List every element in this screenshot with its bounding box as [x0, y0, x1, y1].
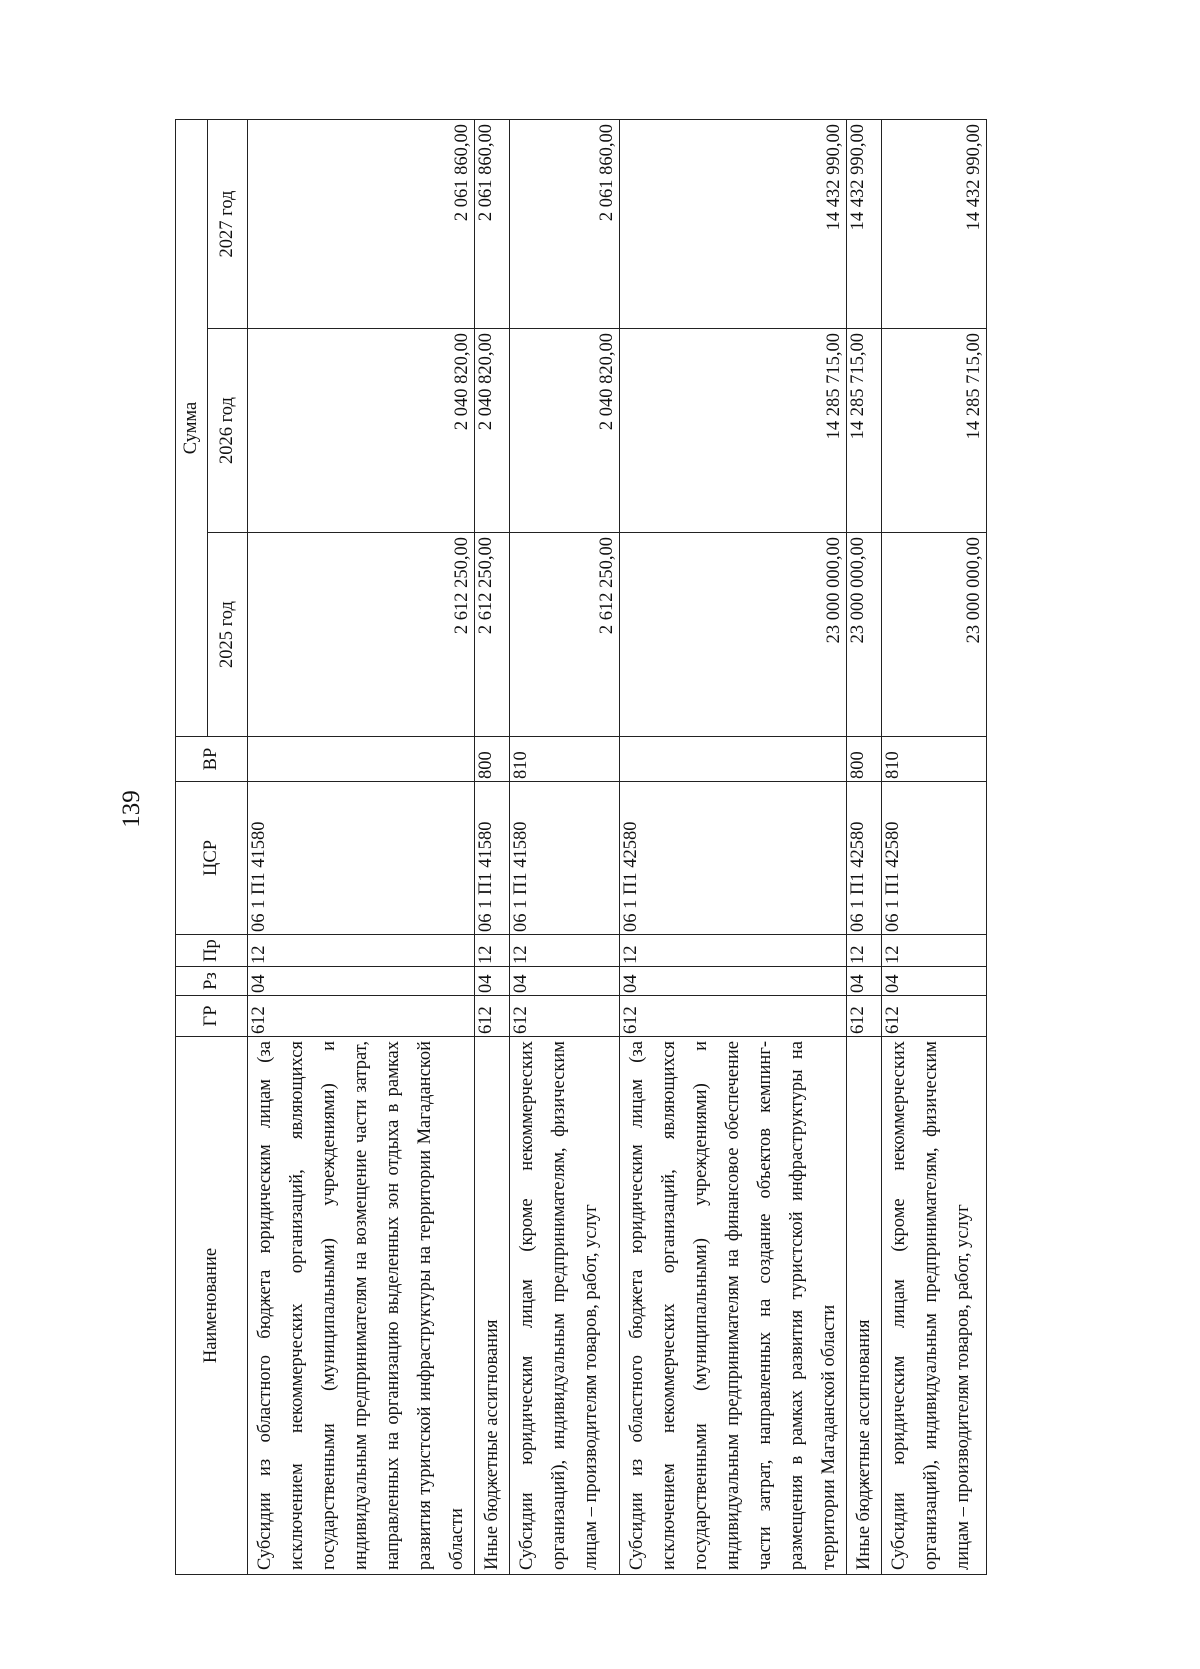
budget-table [175, 119, 987, 1575]
row-2025: 2 612 250,00 [248, 533, 475, 737]
row-pr: 12 [882, 935, 987, 967]
row-vr: 800 [475, 737, 510, 782]
row-name: Субсидии из областного бюджета юридическим лицам (за исключением некоммерческих организаций, являющихся государственными (муниципальными) учреждениями) и индивидуальным предпринимателям на финансовое обеспечение части затрат, направленных на создание объектов кемпинг-размещения в рамках развития туристской инфраструктуры на территории Магаданской области [620, 1037, 847, 1575]
row-rz: 04 [620, 967, 847, 996]
table-row [248, 119, 475, 1574]
row-vr: 810 [510, 737, 620, 782]
row-name: Иные бюджетные ассигнования [475, 1037, 510, 1575]
row-2027: 2 061 860,00 [510, 119, 620, 328]
row-gr: 612 [847, 996, 882, 1037]
row-vr [620, 737, 847, 782]
row-2027: 14 432 990,00 [847, 119, 882, 328]
row-csr: 06 1 П1 41580 [510, 782, 620, 935]
table-row [620, 119, 847, 1574]
row-csr: 06 1 П1 42580 [882, 782, 987, 935]
row-rz: 04 [475, 967, 510, 996]
header-2026: 2026 год [208, 329, 248, 533]
header-csr: ЦСР [176, 782, 248, 935]
row-name: Субсидии из областного бюджета юридическим лицам (за исключением некоммерческих организаций, являющихся государственными (муниципальными) учреждениями) и индивидуальным предпринимателям на возмещение части затрат, направленных на организацию выделенных зон отдыха в рамках развития туристской инфраструктуры на территории Магаданской области [248, 1037, 475, 1575]
header-2027: 2027 год [208, 119, 248, 328]
table-row [882, 119, 987, 1574]
row-gr: 612 [475, 996, 510, 1037]
page-number: 139 [118, 790, 145, 828]
row-csr: 06 1 П1 41580 [248, 782, 475, 935]
row-gr: 612 [248, 996, 475, 1037]
row-vr [248, 737, 475, 782]
row-gr: 612 [882, 996, 987, 1037]
row-pr: 12 [847, 935, 882, 967]
row-gr: 612 [510, 996, 620, 1037]
header-sum: Сумма [176, 119, 208, 736]
row-2025: 23 000 000,00 [620, 533, 847, 737]
row-vr: 810 [882, 737, 987, 782]
table-row [510, 119, 620, 1574]
row-2027: 14 432 990,00 [620, 119, 847, 328]
row-2025: 2 612 250,00 [510, 533, 620, 737]
row-name: Иные бюджетные ассигнования [847, 1037, 882, 1575]
row-2026: 2 040 820,00 [510, 329, 620, 533]
row-rz: 04 [510, 967, 620, 996]
row-csr: 06 1 П1 42580 [620, 782, 847, 935]
header-pr: Пр [176, 935, 248, 967]
row-2027: 14 432 990,00 [882, 119, 987, 328]
header-rz: Рз [176, 967, 248, 996]
header-2025: 2025 год [208, 533, 248, 737]
row-name: Субсидии юридическим лицам (кроме некоммерческих организаций), индивидуальным предпринимателям, физическим лицам – производителям товаров, работ, услуг [510, 1037, 620, 1575]
header-vr: ВР [176, 737, 248, 782]
header-name: Наименование [176, 1037, 248, 1575]
table-row [475, 119, 510, 1574]
row-pr: 12 [248, 935, 475, 967]
row-2025: 2 612 250,00 [475, 533, 510, 737]
row-name: Субсидии юридическим лицам (кроме некоммерческих организаций), индивидуальным предпринимателям, физическим лицам – производителям товаров, работ, услуг [882, 1037, 987, 1575]
row-2026: 14 285 715,00 [847, 329, 882, 533]
table-row [847, 119, 882, 1574]
row-rz: 04 [882, 967, 987, 996]
row-csr: 06 1 П1 41580 [475, 782, 510, 935]
row-gr: 612 [620, 996, 847, 1037]
row-2026: 2 040 820,00 [475, 329, 510, 533]
row-pr: 12 [475, 935, 510, 967]
row-pr: 12 [620, 935, 847, 967]
row-2026: 14 285 715,00 [620, 329, 847, 533]
row-csr: 06 1 П1 42580 [847, 782, 882, 935]
row-2026: 14 285 715,00 [882, 329, 987, 533]
row-2025: 23 000 000,00 [847, 533, 882, 737]
row-rz: 04 [248, 967, 475, 996]
row-2027: 2 061 860,00 [475, 119, 510, 328]
row-2026: 2 040 820,00 [248, 329, 475, 533]
row-vr: 800 [847, 737, 882, 782]
row-rz: 04 [847, 967, 882, 996]
row-pr: 12 [510, 935, 620, 967]
budget-table-frame [175, 120, 984, 1575]
row-2027: 2 061 860,00 [248, 119, 475, 328]
header-gr: ГР [176, 996, 248, 1037]
row-2025: 23 000 000,00 [882, 533, 987, 737]
